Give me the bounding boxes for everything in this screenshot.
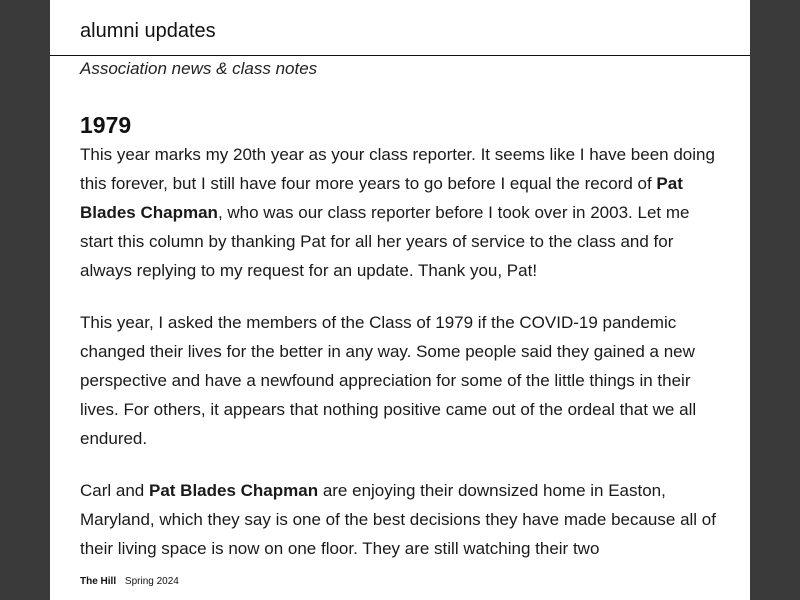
class-note-paragraph bbox=[80, 308, 725, 453]
magazine-page bbox=[50, 0, 750, 600]
class-note-body bbox=[80, 140, 725, 563]
page-footer bbox=[80, 576, 179, 588]
class-year-heading: 1979 bbox=[80, 112, 132, 138]
issue-date: Spring 2024 bbox=[124, 576, 179, 587]
paragraph-text: are enjoying their downsized home in Easton, Maryland, which they say is one of the best decisions they have made because all of their living space is now on one floor. They are still watching their two bbox=[80, 481, 716, 558]
section-subtitle: Association news & class notes bbox=[80, 59, 318, 78]
paragraph-text: This year marks my 20th year as your class reporter. It seems like I have been doing this forever, but I still have four more years to go before I equal the record of bbox=[80, 145, 715, 193]
paragraph-text: Carl and bbox=[80, 481, 149, 500]
publication-name: The Hill bbox=[80, 576, 117, 587]
page-header bbox=[50, 0, 750, 56]
alumni-name: Pat Blades Chapman bbox=[80, 174, 683, 222]
alumni-name: Pat Blades Chapman bbox=[148, 481, 319, 500]
class-note-paragraph bbox=[80, 140, 725, 285]
class-note-paragraph bbox=[80, 476, 725, 563]
paragraph-text: This year, I asked the members of the Class of 1979 if the COVID-19 pandemic changed their lives for the better in any way. Some people said they gained a new perspective and have a newfound appreciation for some of the little things in their lives. For others, it appears that nothing positive came out of the ordeal that we all endured. bbox=[80, 313, 697, 448]
paragraph-text: , who was our class reporter before I took over in 2003. Let me start this column by thanking Pat for all her years of service to the class and for always replying to my request for an update. Thank you, Pat! bbox=[80, 203, 690, 280]
class-note bbox=[80, 110, 725, 586]
section-title: alumni updates bbox=[80, 20, 216, 42]
